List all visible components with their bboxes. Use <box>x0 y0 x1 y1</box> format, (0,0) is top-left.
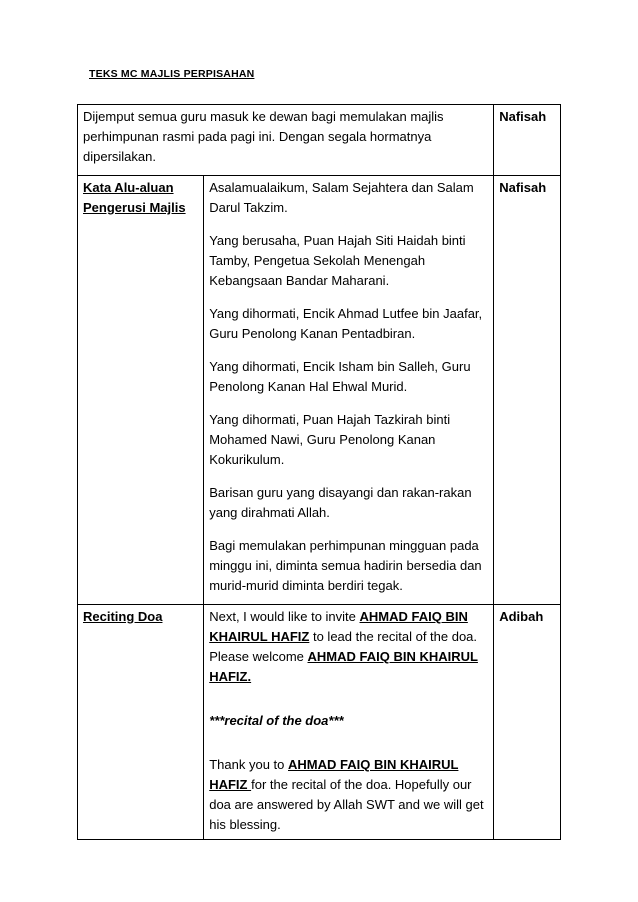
table-row <box>78 105 561 176</box>
section-label-cell <box>78 176 204 605</box>
speaker-cell <box>494 105 561 176</box>
section-label: Reciting Doa <box>83 609 163 624</box>
mc-script-table <box>77 104 561 840</box>
speech-paragraph: Yang dihormati, Encik Isham bin Salleh, Guru Penolong Kanan Hal Ehwal Murid. <box>209 359 471 394</box>
speech-paragraph: Barisan guru yang disayangi dan rakan-rakan yang dirahmati Allah. <box>209 485 472 520</box>
speaker-cell <box>494 176 561 605</box>
speech-paragraph <box>209 607 488 687</box>
section-label-cell <box>78 605 204 840</box>
speech-fragment: Thank you to <box>209 757 288 772</box>
speaker-name: Nafisah <box>499 109 547 124</box>
recital-note: ***recital of the doa*** <box>209 713 344 728</box>
speech-paragraph <box>209 755 488 835</box>
table-row <box>78 605 561 840</box>
section-label: Kata Alu-aluan <box>83 180 174 195</box>
person-name: AHMAD FAIQ BIN KHAIRUL HAFIZ. <box>209 649 478 684</box>
speech-text-cell <box>204 605 494 840</box>
section-label: Pengerusi Majlis <box>83 200 186 215</box>
person-name: AHMAD FAIQ BIN KHAIRUL HAFIZ <box>209 757 459 792</box>
speech-paragraph: Yang berusaha, Puan Hajah Siti Haidah binti Tamby, Pengetua Sekolah Menengah Kebangsaan Bandar Maharani. <box>209 233 466 288</box>
speaker-cell <box>494 605 561 840</box>
speech-fragment: for the recital of the doa. Hopefully our doa are answered by Allah SWT and we will get his blessing. <box>209 777 484 832</box>
speech-paragraph: Yang dihormati, Puan Hajah Tazkirah binti Mohamed Nawi, Guru Penolong Kanan Kokurikulum. <box>209 412 451 467</box>
speech-paragraph: Asalamualaikum, Salam Sejahtera dan Salam Darul Takzim. <box>209 180 474 215</box>
speech-fragment: Next, I would like to invite <box>209 609 360 624</box>
intro-text: Dijemput semua guru masuk ke dewan bagi memulakan majlis perhimpunan rasmi pada pagi ini. Dengan segala hormatnya dipersilakan. <box>78 105 494 176</box>
speech-paragraph: Yang dihormati, Encik Ahmad Lutfee bin Jaafar, Guru Penolong Kanan Pentadbiran. <box>209 306 483 341</box>
document-title: TEKS MC MAJLIS PERPISAHAN <box>89 68 255 80</box>
speech-fragment: to lead the recital of the doa. Please welcome <box>209 629 478 664</box>
table-row <box>78 176 561 605</box>
speaker-name: Nafisah <box>499 180 547 195</box>
speech-text-cell <box>204 176 494 605</box>
person-name: AHMAD FAIQ BIN KHAIRUL HAFIZ <box>209 609 468 644</box>
speech-paragraph: Bagi memulakan perhimpunan mingguan pada minggu ini, diminta semua hadirin bersedia dan murid-murid diminta berdiri tegak. <box>209 538 482 593</box>
speaker-name: Adibah <box>499 609 544 624</box>
